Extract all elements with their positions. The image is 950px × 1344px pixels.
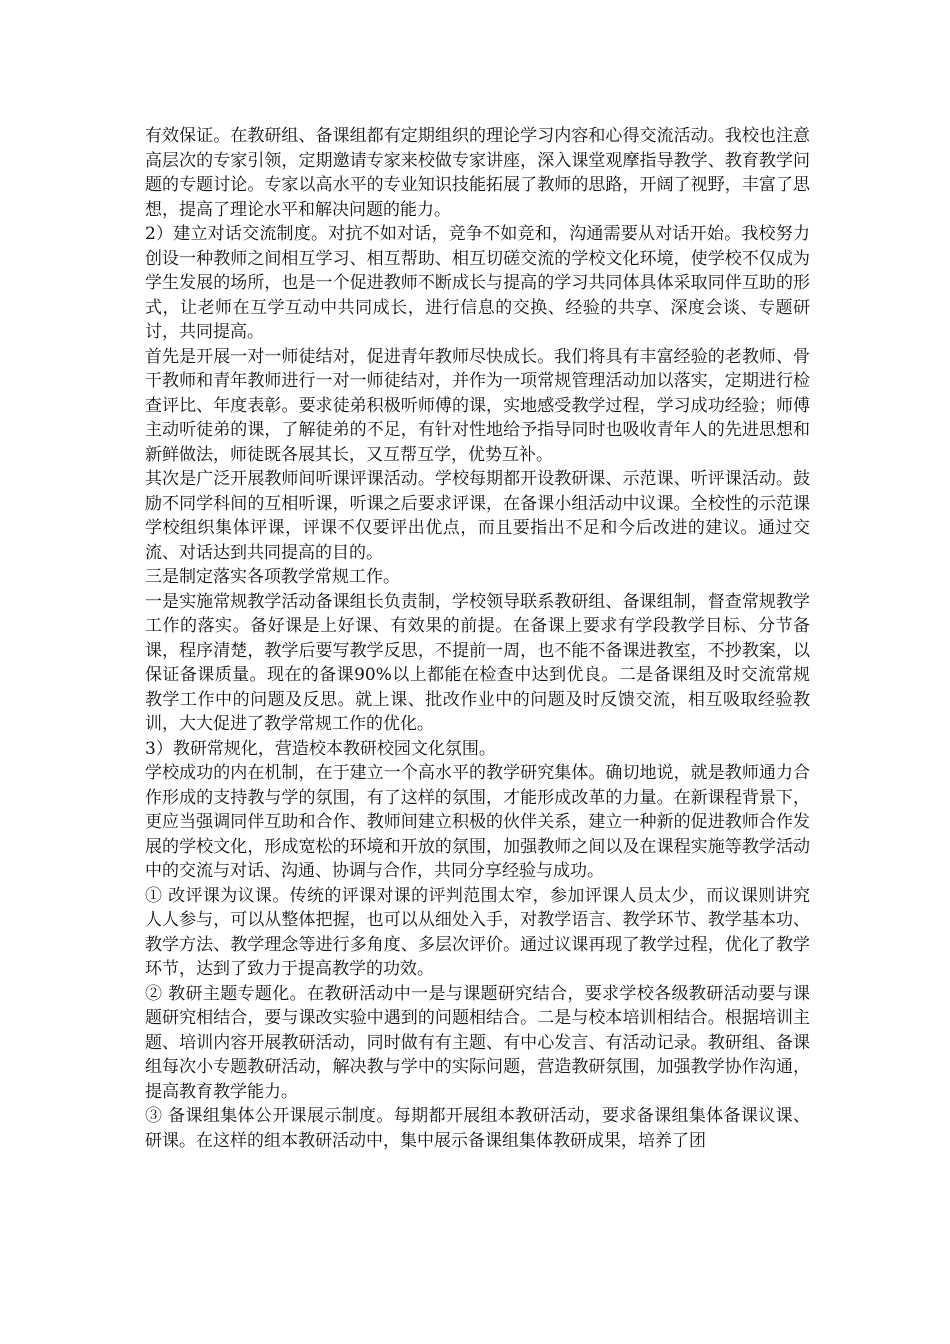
paragraph-section-3-heading: 3）教研常规化，营造校本教研校园文化氛围。 [145, 738, 496, 759]
paragraph-mentoring: 首先是开展一对一师徒结对，促进青年教师尽快成长。我们将具有丰富经验的老教师、骨干教师和青年教师进行一对一师徒结对，并作为一项常规管理活动加以落实，定期进行检查评比、年度表彰。要求徒弟积极听师傅的课，实地感受教学过程，学习成功经验；师傅主动听徒弟的课，了解徒弟的不足，有针对性地给予指导同时也吸收青年人的先进思想和新鲜做法，师徒既各展其长，又互帮互学，优势互补。 [145, 346, 810, 465]
paragraph-item-1: ① 改评课为议课。传统的评课对课的评判范围太窄，参加评课人员太少，而议课则讲究人人参与，可以从整体把握，也可以从细处入手，对教学语言、教学环节、教学基本功、教学方法、教学理念等进行多角度、多层次评价。通过议课再现了教学过程，优化了教学环节，达到了致力于提高教学的功效。 [145, 885, 810, 979]
paragraph-teaching-routines-heading: 三是制定落实各项教学常规工作。 [145, 567, 400, 587]
paragraph-school-culture: 学校成功的内在机制，在于建立一个高水平的教学研究集体。确切地说，就是教师通力合作形成的支持教与学的氛围，有了这样的氛围，才能形成改革的力量。在新课程背景下，更应当强调同伴互助和合作、教师间建立积极的伙伴关系，建立一种新的促进教师合作发展的学校文化，形成宽松的环境和开放的氛围，加强教师之间以及在课程实施等教学活动中的交流与对话、沟通、协调与合作，共同分享经验与成功。 [145, 763, 810, 881]
paragraph-dialogue-system: 2）建立对话交流制度。对抗不如对话，竞争不如竞和，沟通需要从对话开始。我校努力创设一种教师之间相互学习、相互帮助、相互切磋交流的学校文化环境，使学校不仅成为学生发展的场所，也是一个促进教师不断成长与提高的学习共同体具体采取同伴互助的形式，让老师在互学互动中共同成长，进行信息的交换、经验的共享、深度会谈、专题研讨，共同提高。 [145, 224, 810, 342]
paragraph-item-2: ② 教研主题专题化。在教研活动中一是与课题研究结合，要求学校各级教研活动要与课题研究相结合，要与课改实验中遇到的问题相结合。二是与校本培训相结合。根据培训主题、培训内容开展教研活动，同时做有有主题、有中心发言、有活动记录。教研组、备课组每次小专题教研活动，解决教与学中的实际问题，营造教研氛围，加强教学协作沟通，提高教育教学能力。 [145, 983, 810, 1102]
paragraph-lesson-evaluation: 其次是广泛开展教师间听课评课活动。学校每期都开设教研课、示范课、听评课活动。鼓励不同学科间的互相听课，听课之后要求评课，在备课小组活动中议课。全校性的示范课学校组织集体评课，评课不仅要评出优点，而且要指出不足和今后改进的建议。通过交流、对话达到共同提高的目的。 [145, 469, 810, 563]
paragraph-lesson-preparation: 一是实施常规教学活动备课组长负责制，学校领导联系教研组、备课组制，督查常规教学工作的落实。备好课是上好课、有效果的前提。在备课上要求有学段教学目标、分节备课，程序清楚，教学后要写教学反思，不提前一周，也不能不备课进教室，不抄教案，以保证备课质量。现在的备课90%以上都能在检查中达到优良。二是备课组及时交流常规教学工作中的问题及反思。就上课、批改作业中的问题及时反馈交流，相互吸取经验教训，大大促进了教学常规工作的优化。 [145, 591, 810, 734]
paragraph-item-3: ③ 备课组集体公开课展示制度。每期都开展组本教研活动，要求备课组集体备课议课、研课。在这样的组本教研活动中，集中展示备课组集体教研成果，培养了团 [145, 1106, 810, 1151]
document-body [145, 124, 810, 1153]
paragraph-theory-study: 有效保证。在教研组、备课组都有定期组织的理论学习内容和心得交流活动。我校也注意高层次的专家引领，定期邀请专家来校做专家讲座，深入课堂观摩指导教学、教育教学问题的专题讨论。专家以高水平的专业知识技能拓展了教师的思路，开阔了视野，丰富了思想，提高了理论水平和解决问题的能力。 [145, 126, 810, 220]
